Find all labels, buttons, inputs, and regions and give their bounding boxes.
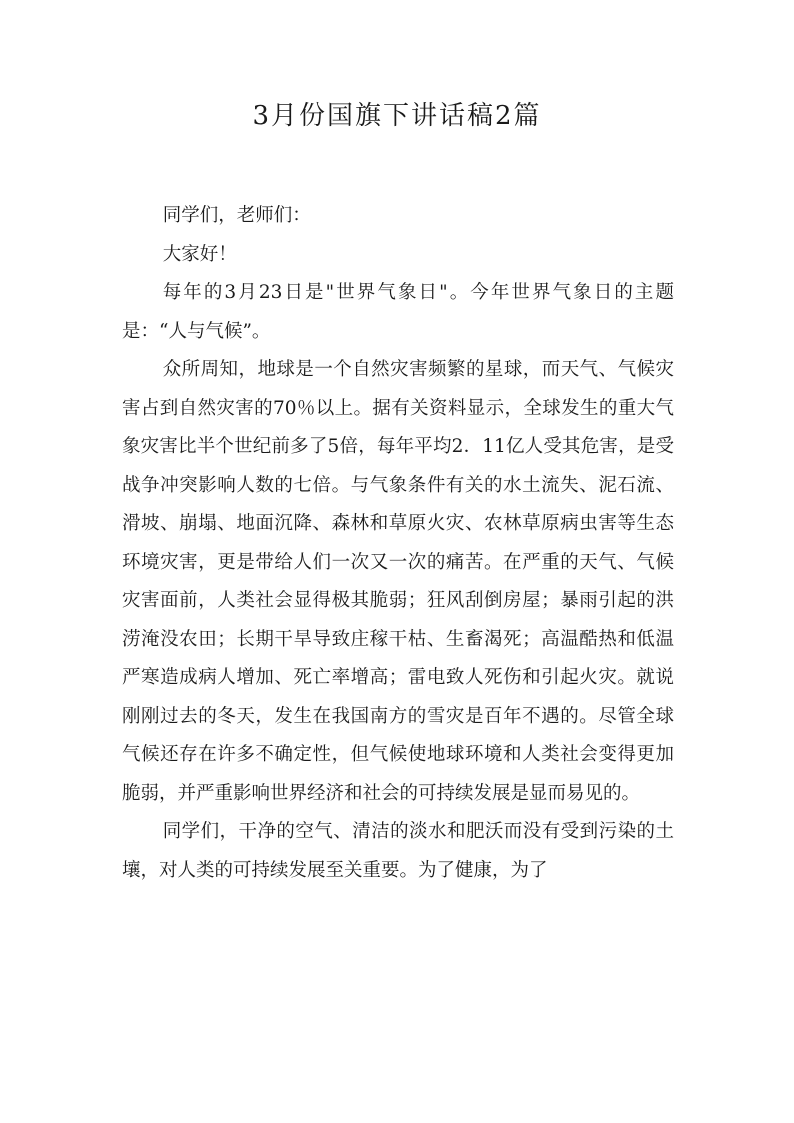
paragraph-greeting: 同学们，老师们： bbox=[162, 205, 311, 226]
paragraph-disasters: 众所周知，地球是一个自然灾害频繁的星球，而天气、气候灾害占到自然灾害的70％以上。据有关资料显示，全球发生的重大气象灾害比半个世纪前多了5倍，每年平均2．11亿人受其危害，是受战争冲突影响人数的七倍。与气象条件有关的水土流失、泥石流、滑坡、崩塌、地面沉降、森林和草原火灾、农林草原病虫害等生态环境灾害，更是带给人们一次又一次的痛苦。在严重的天气、气候灾害面前，人类社会显得极其脆弱；狂风刮倒房屋；暴雨引起的洪涝淹没农田；长期干旱导致庄稼干枯、生畜渴死；高温酷热和低温严寒造成病人增加、死亡率增高；雷电致人死伤和引起火灾。就说刚刚过去的冬天，发生在我国南方的雪灾是百年不遇的。尽管全球气候还存在许多不确定性，但气候使地球环境和人类社会变得更加脆弱，并严重影响世界经济和社会的可持续发展是显而易见的。 bbox=[122, 359, 674, 804]
document-body bbox=[122, 197, 674, 890]
paragraph-meteorological-day: 每年的3月23日是"世界气象日"。今年世界气象日的主题是：“人与气候”。 bbox=[122, 282, 674, 342]
paragraph-hello: 大家好！ bbox=[162, 243, 237, 265]
document-title: 3月份国旗下讲话稿2篇 bbox=[252, 101, 542, 131]
paragraph-environment: 同学们，干净的空气、清洁的淡水和肥沃而没有受到污染的土壤，对人类的可持续发展至关重要。为了健康，为了 bbox=[122, 821, 674, 881]
